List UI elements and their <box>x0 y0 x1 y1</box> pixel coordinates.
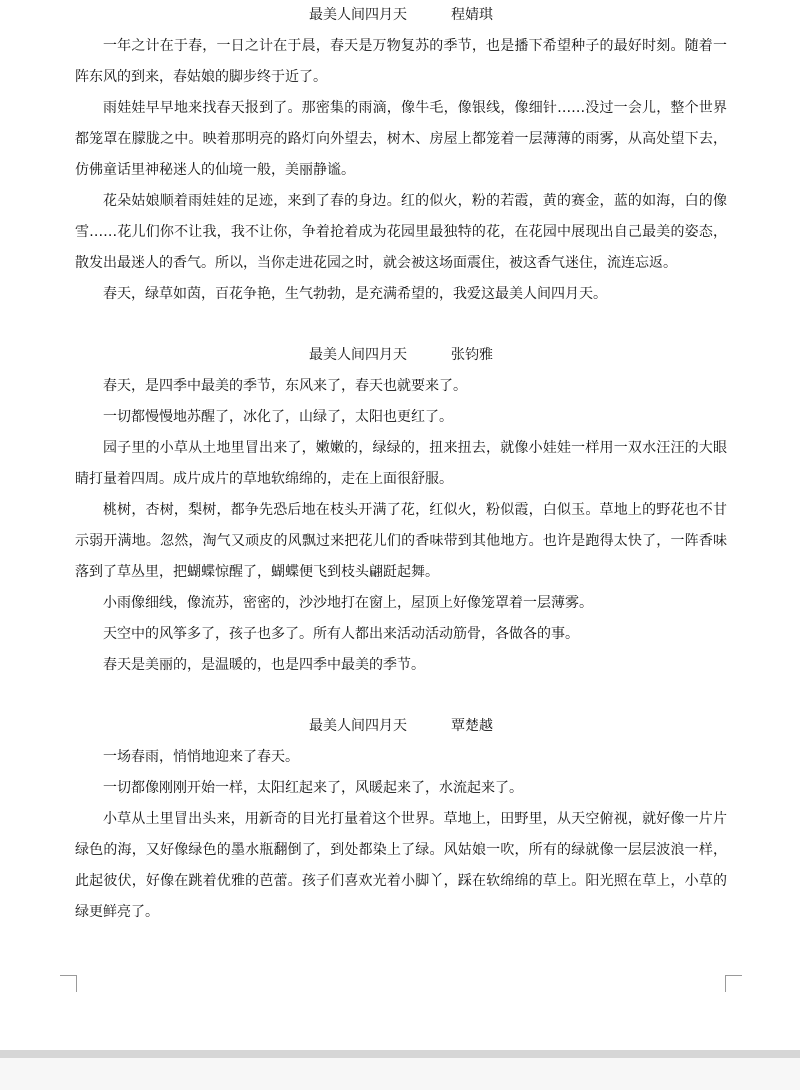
paragraph: 花朵姑娘顺着雨娃娃的足迹，来到了春的身边。红的似火，粉的若霞，黄的赛金，蓝的如海，白的像雪……花儿们你不让我，我不让你，争着抢着成为花园里最独特的花，在花园中展现出自己最美的姿态，散发出最迷人的香气。所以，当你走进花园之时，就会被这场面震住，被这香气迷住，流连忘返。 <box>75 193 727 271</box>
page-margin-corner-mark <box>725 975 742 992</box>
essay-title: 最美人间四月天 <box>309 7 407 23</box>
page-gap <box>0 1058 800 1090</box>
paragraph: 一场春雨，悄悄地迎来了春天。 <box>103 749 299 765</box>
essay-2 <box>75 344 727 681</box>
paragraph: 天空中的风筝多了，孩子也多了。所有人都出来活动活动筋骨，各做各的事。 <box>103 626 579 642</box>
paragraph: 小草从土里冒出头来，用新奇的目光打量着这个世界。草地上，田野里，从天空俯视，就好像一片片绿色的海，又好像绿色的墨水瓶翻倒了，到处都染上了绿。风姑娘一吹，所有的绿就像一层层波浪一样，此起彼伏，好像在跳着优雅的芭蕾。孩子们喜欢光着小脚丫，踩在软绵绵的草上。阳光照在草上，小草的绿更鲜亮了。 <box>75 811 727 920</box>
horizontal-scrollbar[interactable] <box>0 1050 800 1058</box>
paragraph: 春天，是四季中最美的季节，东风来了，春天也就要来了。 <box>103 378 467 394</box>
essay-title: 最美人间四月天 <box>309 718 407 734</box>
essay-3 <box>75 715 727 928</box>
essay-author: 张钧雅 <box>451 347 493 363</box>
paragraph: 一切都像刚刚开始一样，太阳红起来了，风暖起来了，水流起来了。 <box>103 780 523 796</box>
paragraph: 小雨像细线，像流苏，密密的，沙沙地打在窗上，屋顶上好像笼罩着一层薄雾。 <box>103 595 593 611</box>
paragraph: 园子里的小草从土地里冒出来了，嫩嫩的，绿绿的，扭来扭去，就像小娃娃一样用一双水汪汪的大眼睛打量着四周。成片成片的草地软绵绵的，走在上面很舒服。 <box>75 440 727 487</box>
page-margin-corner-mark <box>60 975 77 992</box>
essay-title: 最美人间四月天 <box>309 347 407 363</box>
essay-1 <box>75 4 727 310</box>
essay-title-line <box>75 4 727 26</box>
paragraph: 雨娃娃早早地来找春天报到了。那密集的雨滴，像牛毛，像银线，像细针……没过一会儿，整个世界都笼罩在朦胧之中。映着那明亮的路灯向外望去，树木、房屋上都笼着一层薄薄的雨雾，从高处望下去，仿佛童话里神秘迷人的仙境一般，美丽静谧。 <box>75 100 727 178</box>
essay-title-line <box>75 344 727 366</box>
essay-author: 覃楚越 <box>451 718 493 734</box>
paragraph: 一年之计在于春，一日之计在于晨，春天是万物复苏的季节，也是播下希望种子的最好时刻。随着一阵东风的到来，春姑娘的脚步终于近了。 <box>75 38 727 85</box>
essay-title-line <box>75 715 727 737</box>
paragraph: 一切都慢慢地苏醒了，冰化了，山绿了，太阳也更红了。 <box>103 409 453 425</box>
paragraph: 春天，绿草如茵，百花争艳，生气勃勃，是充满希望的，我爱这最美人间四月天。 <box>103 286 607 302</box>
paragraph: 桃树，杏树，梨树，都争先恐后地在枝头开满了花，红似火，粉似霞，白似玉。草地上的野花也不甘示弱开满地。忽然，淘气又顽皮的风飘过来把花儿们的香味带到其他地方。也许是跑得太快了，一阵香味落到了草丛里，把蝴蝶惊醒了，蝴蝶便飞到枝头翩跹起舞。 <box>75 502 727 580</box>
document-body <box>75 4 727 928</box>
essay-author: 程婧琪 <box>451 7 493 23</box>
paragraph: 春天是美丽的，是温暖的，也是四季中最美的季节。 <box>103 657 425 673</box>
